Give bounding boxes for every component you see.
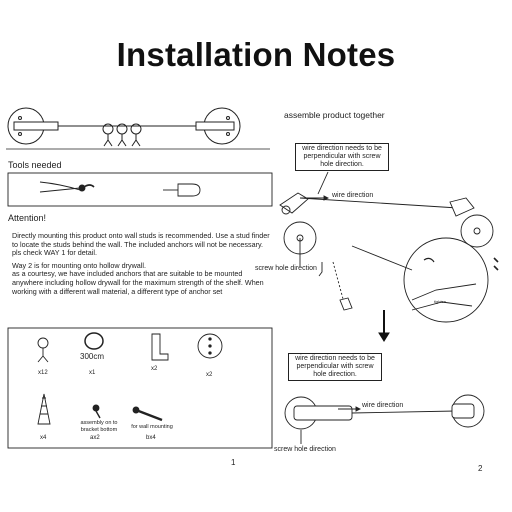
plate-qty: x2 bbox=[206, 372, 213, 378]
attention-paragraph: Directly mounting this product onto wall studs is recommended. Use a stud finder to locate the studs behind the wall. The included anchors will not be necessary. bbox=[12, 231, 270, 249]
attention-text bbox=[12, 232, 272, 300]
attention-heading: Attention! bbox=[8, 213, 47, 223]
screw-large-qty: bx4 bbox=[146, 435, 156, 441]
screw-small-qty: ax2 bbox=[90, 435, 100, 441]
anchor-qty: x4 bbox=[40, 435, 47, 441]
wire-direction-bottom: wire direction bbox=[362, 402, 404, 409]
hooks-qty: x12 bbox=[38, 370, 48, 376]
attention-paragraph: pls check WAY 1 for detail. bbox=[12, 248, 97, 258]
tools-box bbox=[8, 173, 272, 206]
page-title: Installation Notes bbox=[116, 36, 396, 73]
callout-bottom: wire direction needs to be perpendicular with screw hole direction. bbox=[288, 353, 382, 381]
tools-heading: Tools needed bbox=[8, 160, 62, 170]
wrench-qty: x2 bbox=[151, 366, 158, 372]
screw-small-note: assembly on to bracket bottom bbox=[80, 420, 118, 433]
ring-label: 300cm bbox=[80, 352, 105, 361]
down-arrow-icon bbox=[379, 310, 389, 341]
attention-paragraph: as a courtesy, we have included anchors that are suitable to be mounted anywhere including hollow drywall for the maximum strength of the shelf. When working with a different wall material, a different type of anchor set bbox=[12, 269, 264, 296]
screw-hole-top: screw hole direction bbox=[255, 265, 317, 272]
screw-hole-bottom: screw hole direction bbox=[274, 446, 336, 453]
product-overview-illustration bbox=[6, 108, 270, 149]
assemble-heading: assemble product together bbox=[284, 110, 385, 120]
attention-paragraph: Way 2 is for mounting onto hollow drywall. bbox=[12, 260, 146, 270]
callout-top: wire direction needs to be perpendicular with screw hole direction. bbox=[295, 143, 389, 171]
screw-large-note: for wall mounting bbox=[131, 424, 173, 430]
assembly-illustration-top bbox=[280, 172, 498, 322]
wire-direction-top: wire direction bbox=[332, 192, 374, 199]
tighten-label: tighten bbox=[434, 299, 447, 304]
page-number: 2 bbox=[478, 464, 483, 473]
ring-qty: x1 bbox=[89, 370, 96, 376]
page-number: 1 bbox=[231, 458, 236, 467]
